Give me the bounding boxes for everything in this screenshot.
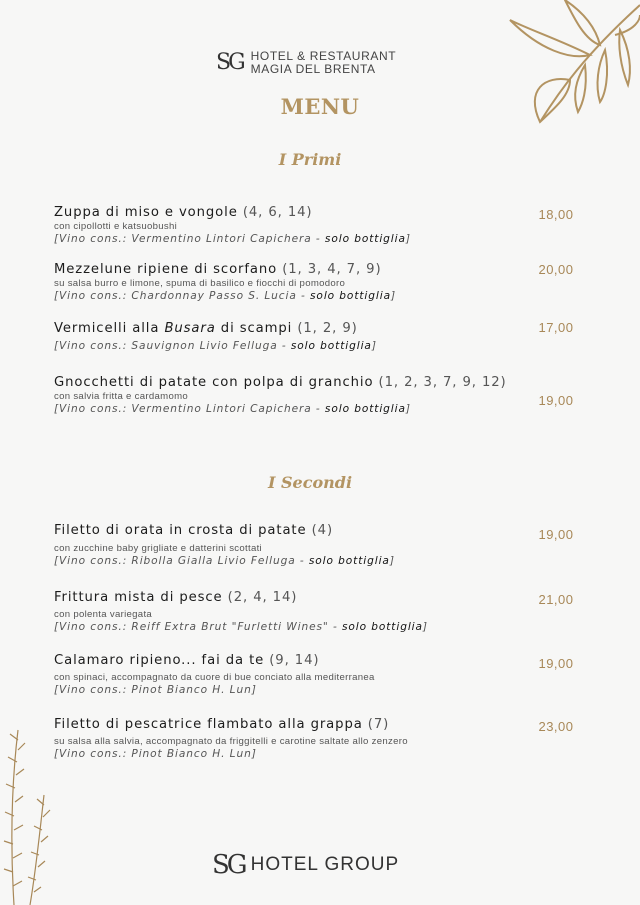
- dish-primi-1: [54, 205, 554, 246]
- sg-logo-icon: SG: [212, 850, 245, 880]
- dish-wine: [Vino cons.: Vermentino Lintori Capichera - solo bottiglia]: [54, 233, 411, 245]
- dish-price: 19,00: [538, 527, 574, 542]
- dish-wine: [Vino cons.: Pinot Bianco H. Lun]: [54, 684, 257, 696]
- hotel-group-name: HOTEL GROUP: [250, 854, 400, 875]
- dish-allergens: (4, 6, 14): [242, 205, 313, 220]
- menu-title: MENU: [280, 94, 360, 119]
- dish-price: 18,00: [538, 207, 574, 222]
- dish-description: con cipollotti e katsuobushi: [54, 221, 178, 232]
- dish-name: Filetto di orata in crosta di patate (4): [54, 523, 333, 538]
- dish-name: Frittura mista di pesce (2, 4, 14): [54, 590, 298, 605]
- dish-wine: [Vino cons.: Chardonnay Passo S. Lucia - solo bottiglia]: [54, 290, 397, 302]
- dish-name: Gnocchetti di patate con polpa di granchio (1, 2, 3, 7, 9, 12): [54, 375, 507, 390]
- dish-wine: [Vino cons.: Vermentino Lintori Capichera - solo bottiglia]: [54, 403, 411, 415]
- dish-allergens: (9, 14): [269, 653, 320, 668]
- leaf-sprig-bottom-icon: [0, 720, 60, 905]
- dish-secondi-4: [54, 717, 554, 761]
- dish-primi-2: [54, 262, 554, 303]
- dish-description: su salsa burro e limone, spuma di basilico e fiocchi di pomodoro: [54, 278, 346, 289]
- dish-wine: [Vino cons.: Reiff Extra Brut "Furletti Wines" - solo bottiglia]: [54, 621, 428, 633]
- hotel-logo: [216, 50, 396, 76]
- dish-allergens: (2, 4, 14): [227, 590, 298, 605]
- dish-name: Zuppa di miso e vongole (4, 6, 14): [54, 205, 313, 220]
- dish-wine: [Vino cons.: Ribolla Gialla Livio Felluga - solo bottiglia]: [54, 555, 395, 567]
- dish-allergens: (1, 3, 4, 7, 9): [282, 262, 382, 277]
- dish-description: con salvia fritta e cardamomo: [54, 391, 189, 402]
- dish-primi-4: [54, 375, 554, 416]
- dish-secondi-2: [54, 590, 554, 634]
- dish-price: 21,00: [538, 592, 574, 607]
- dish-description: con spinaci, accompagnato da cuore di bue conciato alla mediterranea: [54, 672, 375, 683]
- dish-price: 20,00: [538, 262, 574, 277]
- hotel-name: [251, 50, 396, 76]
- section-heading-secondi: I Secondi: [267, 473, 353, 492]
- dish-name: Vermicelli alla Busara di scampi (1, 2, 9): [54, 321, 358, 336]
- dish-description: con zucchine baby grigliate e datterini scottati: [54, 543, 262, 554]
- dish-description: su salsa alla salvia, accompagnato da friggitelli e carotine saltate allo zenzero: [54, 736, 408, 747]
- dish-price: 23,00: [538, 719, 574, 734]
- dish-allergens: (1, 2, 9): [297, 321, 358, 336]
- dish-price: 19,00: [538, 393, 574, 408]
- dish-allergens: (7): [367, 717, 390, 732]
- hotel-group-logo: [212, 852, 399, 878]
- dish-name: Calamaro ripieno... fai da te (9, 14): [54, 653, 320, 668]
- dish-name: Mezzelune ripiene di scorfano (1, 3, 4, 7, 9): [54, 262, 382, 277]
- hotel-name-line1: HOTEL & RESTAURANT: [250, 49, 397, 63]
- dish-name: Filetto di pescatrice flambato alla grappa (7): [54, 717, 390, 732]
- dish-secondi-3: [54, 653, 554, 697]
- dish-price: 19,00: [538, 656, 574, 671]
- section-heading-primi: I Primi: [278, 150, 342, 169]
- dish-wine: [Vino cons.: Pinot Bianco H. Lun]: [54, 748, 257, 760]
- dish-primi-3: [54, 321, 554, 353]
- hotel-name-line2: MAGIA DEL BRENTA: [250, 62, 376, 76]
- dish-price: 17,00: [538, 320, 574, 335]
- dish-secondi-1: [54, 523, 554, 568]
- dish-allergens: (4): [311, 523, 333, 538]
- dish-wine: [Vino cons.: Sauvignon Livio Felluga - solo bottiglia]: [54, 340, 377, 352]
- dish-description: con polenta variegata: [54, 609, 153, 620]
- dish-allergens: (1, 2, 3, 7, 9, 12): [378, 375, 507, 390]
- sg-logo-icon: SG: [216, 50, 243, 75]
